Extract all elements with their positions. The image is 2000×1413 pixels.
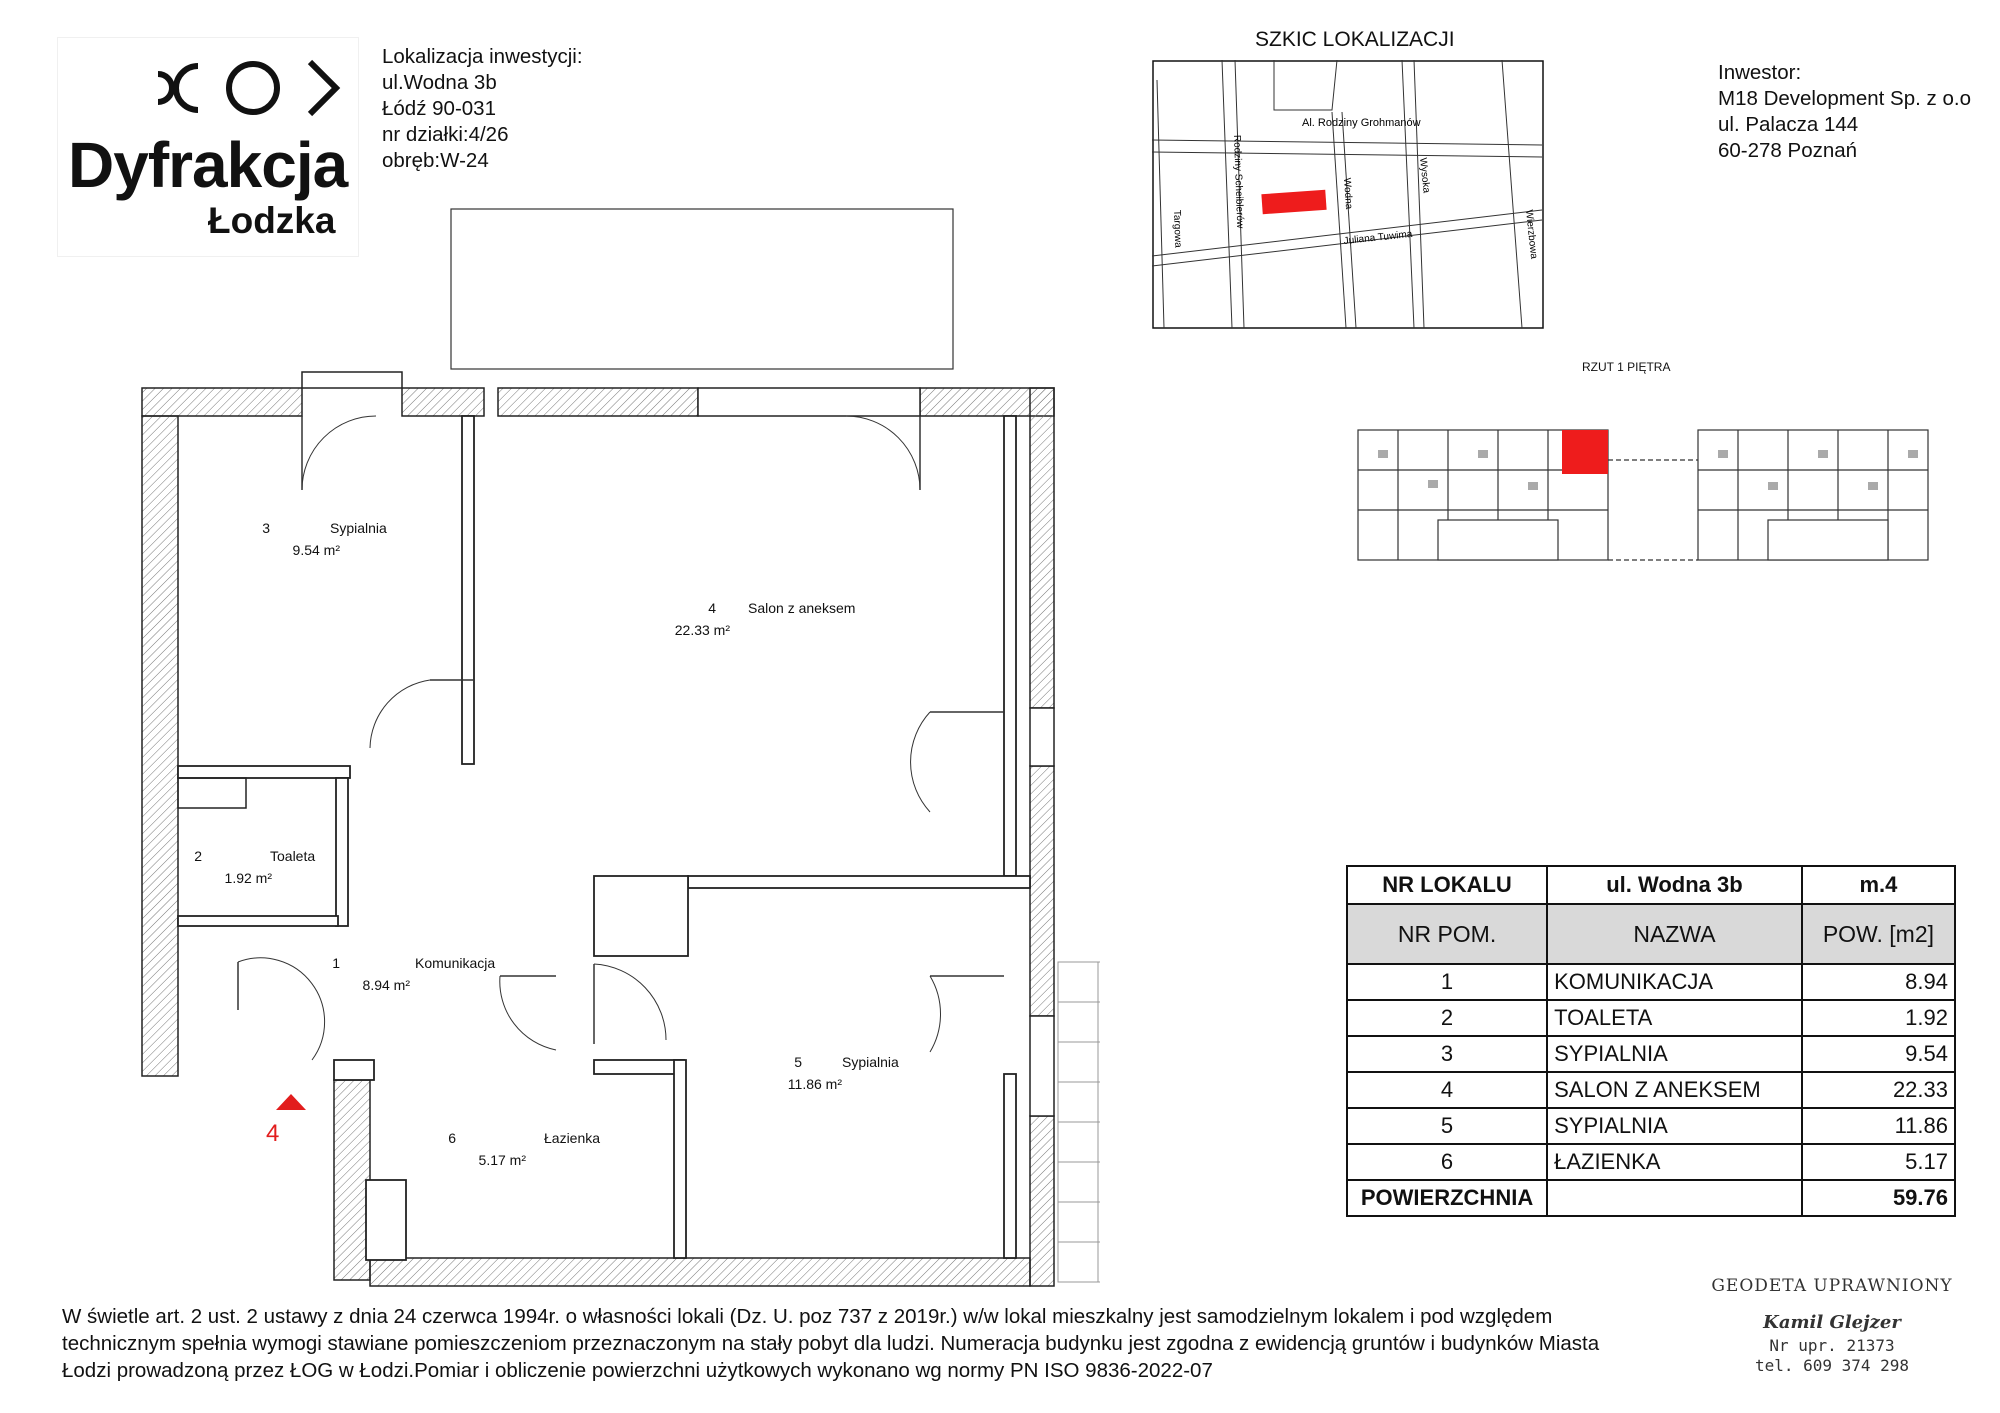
stamp-license: Nr upr. 21373 (1769, 1336, 1895, 1355)
stamp-phone: tel. 609 374 298 (1754, 1356, 1910, 1375)
stamp-title: GEODETA UPRAWNIONY (1711, 1276, 1953, 1296)
terrace-grid (1058, 962, 1100, 1282)
table-header-cell: NR LOKALU (1347, 866, 1547, 904)
street-label: Al. Rodziny Grohmanów (1302, 117, 1421, 129)
unit-area-table (1346, 865, 1956, 1217)
balcony (451, 209, 953, 369)
room-label-6: 6 Łazienka 5.17 m² (448, 1130, 601, 1168)
legal-line: Łodzi prowadzoną przez ŁOG w Łodzi.Pomiar i obliczenie powierzchni użytkowych wykonano wg normy PN ISO 9836-2022-07 (62, 1359, 1213, 1382)
room-label-2: 2 Toaleta 1.92 m² (194, 848, 316, 886)
investor-info (1718, 60, 1971, 164)
table-header-row (1347, 866, 1955, 904)
entrance-label: 4 (266, 1120, 280, 1147)
table-row: 3 SYPIALNIA 9.54 (1347, 1036, 1955, 1072)
investment-line: Lokalizacja inwestycji: (382, 45, 583, 68)
apartment-marker (1562, 430, 1608, 474)
table-total-row (1347, 1180, 1955, 1216)
street-label: Targowa (1171, 209, 1184, 248)
logo-subtitle: Łodzka (208, 200, 336, 241)
total-value: 59.76 (1802, 1180, 1955, 1216)
table-column-header: NR POM. (1347, 904, 1547, 964)
investor-line: M18 Development Sp. z o.o (1718, 87, 1971, 110)
legal-line: W świetle art. 2 ust. 2 ustawy z dnia 24 czerwca 1994r. o własności lokali (Dz. U. poz 737 z 2019r.) w/w lokal mieszkalny jest samodzielnym lokalem i pod względem (62, 1305, 1553, 1328)
investment-line: ul.Wodna 3b (382, 71, 497, 94)
sketch-title: SZKIC LOKALIZACJI (1255, 28, 1455, 51)
legal-note (62, 1303, 1600, 1384)
table-row: 5 SYPIALNIA 11.86 (1347, 1108, 1955, 1144)
location-sketch-map (1152, 60, 1544, 330)
street-label: Wierzbowa (1523, 209, 1540, 260)
building-floor-overview (1338, 420, 1960, 588)
floor-plan-title: RZUT 1 PIĘTRA (1582, 360, 1671, 374)
table-header-cell: ul. Wodna 3b (1547, 866, 1802, 904)
table-column-header: POW. [m2] (1802, 904, 1955, 964)
entrance-marker (276, 1094, 306, 1110)
investor-line: 60-278 Poznań (1718, 139, 1858, 162)
table-column-row (1347, 904, 1955, 964)
total-label: POWIERZCHNIA (1347, 1180, 1547, 1216)
investment-line: nr działki:4/26 (382, 123, 509, 146)
street-label: Rodziny Scheiblerów (1231, 134, 1246, 229)
room-label-3: 3 Sypialnia 9.54 m² (262, 520, 387, 558)
table-row: 1 KOMUNIKACJA 8.94 (1347, 964, 1955, 1000)
street-label: Wysoka (1417, 157, 1432, 194)
surveyor-stamp (1702, 1268, 1962, 1380)
legal-line: technicznym spełnia wymogi stawiane pomieszczeniom przeznaczonym na stały pobyt dla ludzi. Numeracja budynku jest zgodna z ewidencją gruntów i budynków Miasta (62, 1332, 1600, 1355)
room-label-5: 5 Sypialnia 11.86 m² (787, 1054, 899, 1092)
logo-brand: Dyfrakcja (68, 129, 348, 201)
street-label: Juliana Tuwima (1343, 228, 1413, 247)
investor-line: Inwestor: (1718, 61, 1802, 84)
table-header-cell: m.4 (1802, 866, 1955, 904)
table-row: 6 ŁAZIENKA 5.17 (1347, 1144, 1955, 1180)
table-column-header: NAZWA (1547, 904, 1802, 964)
stamp-name: Kamil Glejzer (1763, 1312, 1901, 1333)
investor-line: ul. Palacza 144 (1718, 113, 1859, 136)
investment-line: Łódź 90-031 (382, 97, 496, 120)
table-row: 4 SALON Z ANEKSEM 22.33 (1347, 1072, 1955, 1108)
room-label-1: 1 Komunikacja 8.94 m² (332, 955, 496, 993)
room-label-4: 4 Salon z aneksem 22.33 m² (674, 600, 856, 638)
table-row: 2 TOALETA 1.92 (1347, 1000, 1955, 1036)
street-label: Wodna (1341, 177, 1355, 210)
investment-line: obręb:W-24 (382, 149, 489, 172)
